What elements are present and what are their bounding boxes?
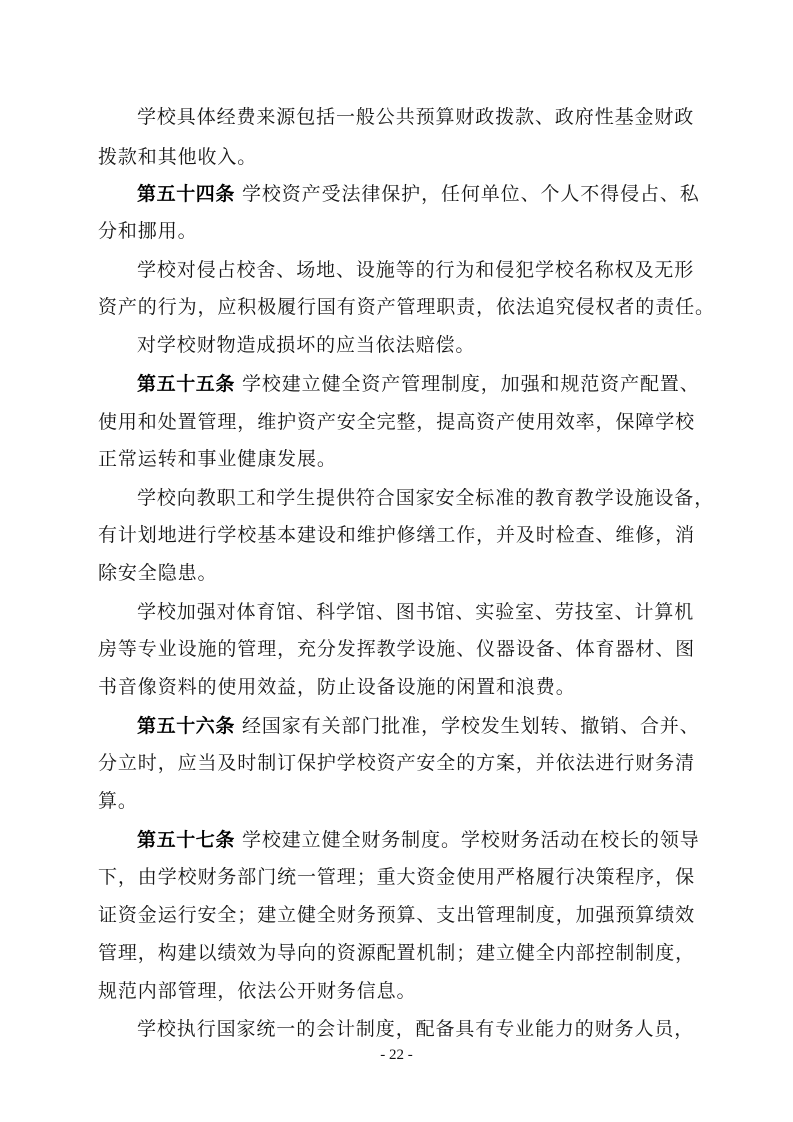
text-line: 规范内部管理，依法公开财务信息。 [98, 980, 417, 1002]
article-text: 学校资产受法律保护，任何单位、个人不得侵占、私 [241, 183, 700, 205]
article-text: 经国家有关部门批准，学校发生划转、撤销、合并、 [241, 715, 700, 737]
text-line: 管理，构建以绩效为导向的资源配置机制；建立健全内部控制制度， [98, 942, 696, 964]
article-text: 学校建立健全财务制度。学校财务活动在校长的领导 [241, 829, 700, 851]
text-line: 资产的行为，应积极履行国有资产管理职责，依法追究侵权者的责任。 [98, 296, 715, 318]
text-line: 学校对侵占校舍、场地、设施等的行为和侵犯学校名称权及无形 [137, 259, 695, 281]
text-line: 有计划地进行学校基本建设和维护修缮工作，并及时检查、维修，消 [98, 524, 696, 546]
text-line: 证资金运行安全；建立健全财务预算、支出管理制度，加强预算绩效 [98, 904, 696, 926]
text-line: 分立时，应当及时制订保护学校资产安全的方案，并依法进行财务清 [98, 752, 696, 774]
text-line: 下，由学校财务部门统一管理；重大资金使用严格履行决策程序，保 [98, 866, 696, 888]
text-line: 学校执行国家统一的会计制度，配备具有专业能力的财务人员， [137, 1018, 695, 1040]
article-text: 学校建立健全资产管理制度，加强和规范资产配置、 [241, 373, 700, 395]
text-line: 拨款和其他收入。 [98, 146, 258, 168]
page-number: - 22 - [380, 1047, 413, 1063]
article-heading: 第五十五条 [137, 373, 236, 395]
text-line: 算。 [98, 790, 138, 812]
article-heading: 第五十七条 [137, 829, 236, 851]
text-line: 对学校财物造成损坏的应当依法赔偿。 [137, 334, 476, 356]
text-line: 学校加强对体育馆、科学馆、图书馆、实验室、劳技室、计算机 [137, 601, 695, 623]
text-line: 正常运转和事业健康发展。 [98, 448, 337, 470]
text-line: 书音像资料的使用效益，防止设备设施的闲置和浪费。 [98, 676, 576, 698]
text-line: 分和挪用。 [98, 220, 198, 242]
article-line [137, 829, 737, 851]
text-line: 学校向教职工和学生提供符合国家安全标准的教育教学设施设备， [137, 487, 715, 509]
text-line: 除安全隐患。 [98, 562, 218, 584]
text-line: 使用和处置管理，维护资产安全完整，提高资产使用效率，保障学校 [98, 411, 696, 433]
article-heading: 第五十六条 [137, 715, 236, 737]
article-line [137, 183, 737, 205]
text-line: 房等专业设施的管理，充分发挥教学设施、仪器设备、体育器材、图 [98, 638, 696, 660]
article-line [137, 715, 737, 737]
article-line [137, 373, 737, 395]
article-heading: 第五十四条 [137, 183, 236, 205]
text-line: 学校具体经费来源包括一般公共预算财政拨款、政府性基金财政 [137, 106, 695, 128]
